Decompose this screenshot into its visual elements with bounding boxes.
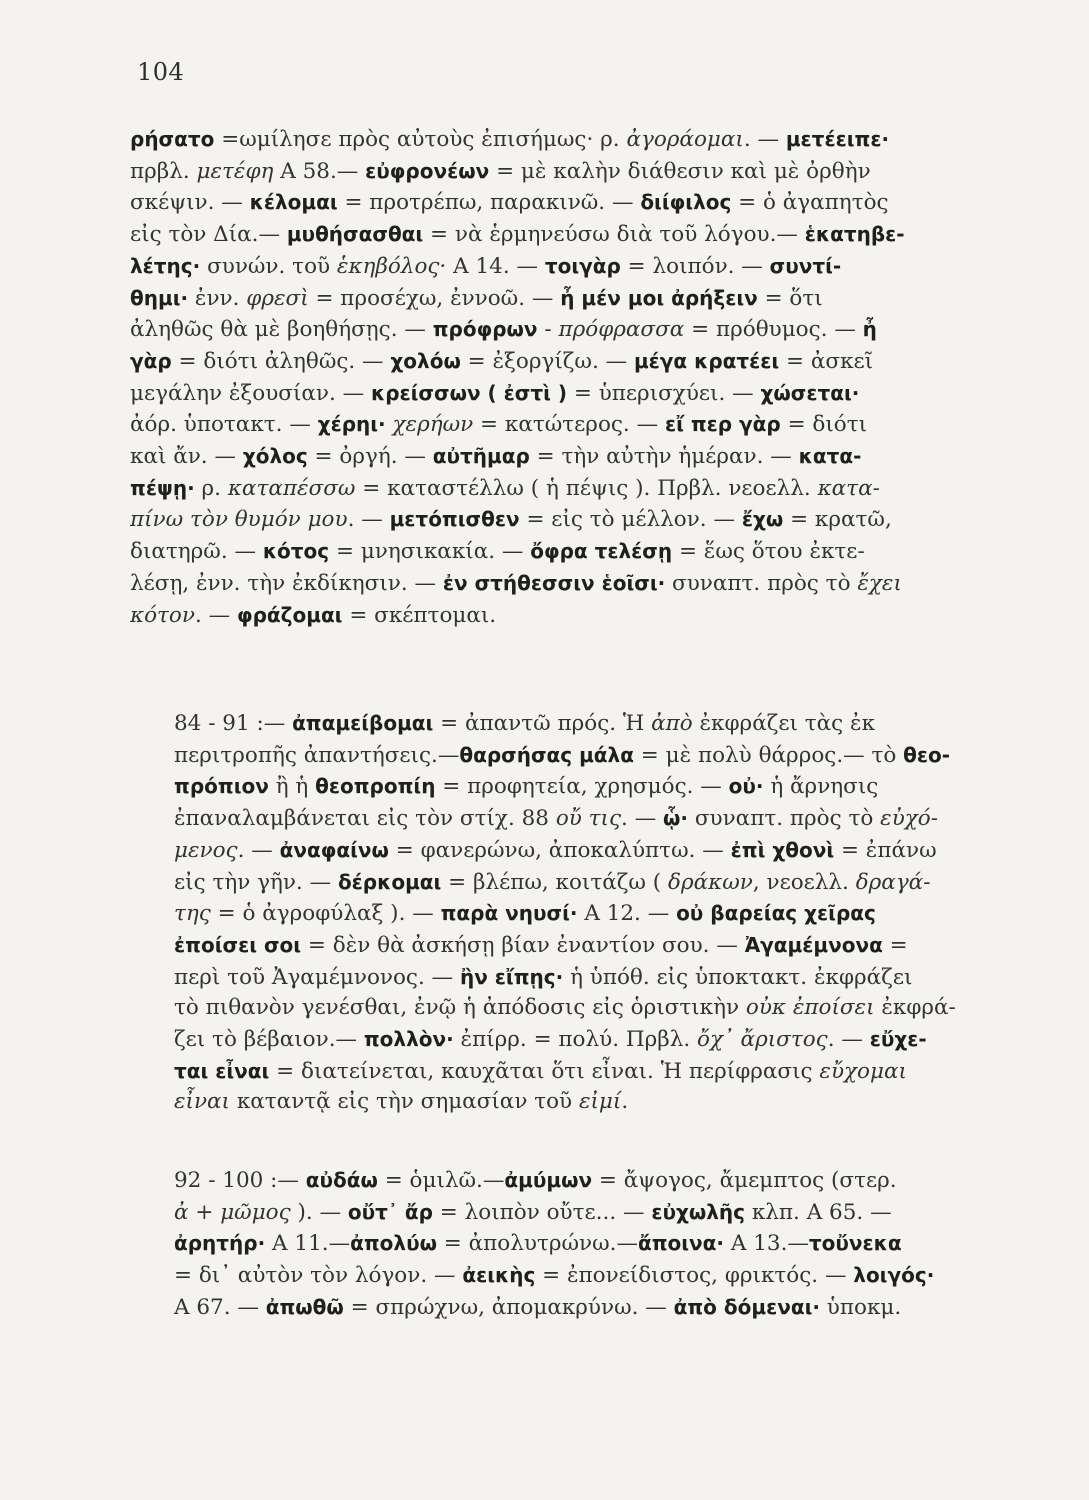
- definition-text: ἐπίρρ. = πολύ. Πρβλ.: [453, 1027, 697, 1053]
- definition-text: = ἕως ὅτου ἐκτε-: [672, 539, 865, 565]
- definition-text: Α 67. —: [174, 1294, 266, 1320]
- definition-text: Α 12. —: [577, 901, 677, 927]
- glossary-term: οὔτ᾽ ἄρ: [347, 1199, 433, 1224]
- glossary-term: γὰρ: [130, 348, 172, 373]
- definition-text: ὑποκμ.: [819, 1294, 902, 1320]
- glossary-term: ἀρητήρ·: [174, 1231, 266, 1256]
- text-line: [130, 803, 962, 835]
- definition-text: 84 - 91 :—: [174, 711, 293, 736]
- text-line: [130, 898, 962, 930]
- text-line: [130, 473, 962, 505]
- definition-text: = προφητεία, χρησμός. —: [435, 774, 729, 800]
- text-line: [130, 835, 962, 867]
- definition-text: καταντᾷ εἰς τὴν σημασίαν τοῦ: [230, 1089, 579, 1115]
- glossary-term: αὐδάω: [305, 1168, 378, 1192]
- definition-text: συναπτ. πρὸς τὸ: [665, 570, 858, 596]
- definition-text: περιτροπῆς ἀπαντήσεις.—: [174, 742, 460, 768]
- definition-text: ἀόρ. ὑποτακτ. —: [130, 412, 318, 438]
- glossary-term: ἦ μέν μοι ἀρήξειν: [560, 285, 758, 310]
- definition-text: -: [537, 317, 559, 343]
- text-line: [130, 568, 962, 600]
- definition-text: 92 - 100 :—: [174, 1168, 306, 1193]
- definition-text: κλπ. Α 65. —: [745, 1199, 892, 1225]
- glossary-term: τοὔνεκα: [808, 1231, 902, 1256]
- glossary-term: αὐτῆμαρ: [432, 444, 530, 469]
- text-line: [130, 314, 962, 346]
- definition-text: πρβλ.: [130, 158, 197, 184]
- definition-text: συνών. τοῦ: [200, 253, 337, 279]
- definition-text: = ὁ ἀγαπητὸς: [731, 190, 889, 216]
- definition-text: = νὰ ἑρμηνεύσω διὰ τοῦ λόγου.—: [423, 222, 805, 248]
- text-line: [130, 536, 962, 568]
- definition-text: = πρόθυμος. —: [684, 317, 863, 343]
- text-line: [130, 283, 962, 315]
- italic-word: της: [174, 901, 211, 927]
- definition-text: =ωμίλησε πρὸς αὐτοὺς ἐπισήμως· ρ.: [214, 127, 627, 152]
- italic-word: ἑκηβόλος·: [336, 253, 447, 279]
- italic-word: εἶναι: [174, 1089, 230, 1115]
- italic-word: ἀγοράομαι: [626, 127, 744, 152]
- text-line: [130, 1056, 962, 1088]
- glossary-term: φράζομαι: [236, 602, 343, 627]
- definition-text: = μὲ καλὴν διάθεσιν καὶ μὲ ὀρθὴν: [489, 158, 871, 184]
- definition-text: τὸ πιθανὸν γενέσθαι, ἐνῷ ἡ ἀπόδοσις εἰς ὁριστικὴν: [174, 995, 746, 1021]
- text-line: [130, 504, 962, 536]
- glossary-term: θαρσήσας μάλα: [459, 742, 634, 767]
- glossary-term: κατα-: [798, 444, 862, 469]
- glossary-term: λέτης·: [130, 253, 201, 278]
- italic-word: εἰμί: [578, 1089, 622, 1115]
- text-line: [130, 771, 962, 803]
- glossary-term: ἀμύμων: [504, 1168, 593, 1192]
- text-line: [130, 740, 962, 772]
- text-line: [130, 1260, 962, 1292]
- definition-text: = εἰς τὸ μέλλον. —: [519, 507, 742, 533]
- definition-text: . —: [621, 806, 664, 832]
- italic-word: μετέφη: [196, 158, 274, 184]
- italic-word: εὐχό-: [880, 806, 939, 832]
- definition-text: = ἄψογος, ἄμεμπτος (στερ.: [592, 1168, 897, 1193]
- glossary-term: ἀπολύω: [350, 1231, 437, 1256]
- glossary-term: ἢν εἴπῃς·: [459, 964, 564, 989]
- glossary-term: πρόφρων: [432, 317, 538, 342]
- definition-text: = ἐπάνω: [834, 837, 937, 863]
- glossary-term: κρείσσων ( ἐστὶ ): [370, 380, 568, 405]
- definition-text: [386, 412, 393, 437]
- glossary-term: διίφιλος: [640, 190, 732, 215]
- definition-text: ἐκφρά-: [874, 995, 956, 1021]
- glossary-term: ἀπαμείβομαι: [292, 711, 434, 735]
- glossary-term: χολόω: [390, 348, 461, 373]
- italic-word: ἀ + μῶμος: [174, 1199, 291, 1225]
- text-line: [130, 708, 962, 740]
- glossary-term: εὔχε-: [869, 1027, 927, 1052]
- glossary-term: πρόπιον: [174, 774, 269, 799]
- definition-text: = σκέπτομαι.: [342, 602, 497, 628]
- text-line: [130, 1087, 962, 1118]
- italic-word: δραγά-: [855, 869, 931, 895]
- definition-text: Α 13.—: [724, 1231, 809, 1257]
- text-line: [130, 867, 962, 899]
- text-line: [130, 378, 962, 410]
- definition-text: ρ.: [194, 475, 228, 501]
- italic-word: ἀπὸ: [651, 711, 693, 736]
- text-line: [130, 409, 962, 441]
- italic-word: κότον: [130, 602, 195, 628]
- definition-text: = ὁμιλῶ.—: [377, 1168, 505, 1193]
- text-line: [130, 600, 962, 632]
- text-line: [130, 251, 962, 283]
- definition-text: . —: [237, 837, 280, 863]
- text-line: [130, 219, 962, 251]
- definition-text: ἢ ἡ: [268, 774, 316, 800]
- glossary-term: ἑκατηβε-: [804, 222, 905, 247]
- definition-text: ἀληθῶς θὰ μὲ βοηθήσῃς. —: [130, 317, 433, 343]
- italic-word: οὔ τις: [555, 806, 622, 832]
- page-number: 104: [137, 58, 185, 86]
- glossary-term: λοιγός·: [853, 1263, 935, 1288]
- definition-text: ἡ ὑπόθ. εἰς ὑποκτακτ. ἐκφράζει: [563, 964, 913, 990]
- italic-word: πίνω τὸν θυμόν μου: [130, 507, 348, 533]
- definition-text: = ὀργή. —: [307, 444, 433, 470]
- paragraph-glossary-3: [130, 1165, 962, 1324]
- glossary-term: ἀεικὴς: [462, 1263, 536, 1288]
- definition-text: = φανερώνω, ἀποκαλύπτω. —: [388, 837, 731, 863]
- glossary-term: Ἀγαμέμνονα: [744, 932, 883, 957]
- definition-text: . —: [827, 1027, 870, 1053]
- definition-text: ). —: [290, 1199, 348, 1225]
- text-line: [130, 441, 962, 473]
- italic-word: μενος: [174, 837, 238, 863]
- glossary-term: χόλος: [242, 444, 308, 469]
- definition-text: = ὅτι: [757, 285, 823, 311]
- definition-text: = σπρώχνω, ἀπομακρύνω. —: [343, 1294, 674, 1320]
- definition-text: σκέψιν. —: [130, 190, 250, 216]
- glossary-term: μετόπισθεν: [389, 507, 520, 532]
- definition-text: = ἐπονείδιστος, φρικτός. —: [535, 1263, 854, 1289]
- glossary-term: ρήσατο: [130, 127, 215, 151]
- glossary-term: τοιγὰρ: [544, 253, 621, 278]
- definition-text: =: [882, 932, 908, 958]
- definition-text: = διότι: [780, 412, 868, 438]
- definition-text: Α 11.—: [265, 1231, 351, 1257]
- italic-word: πρόφρασσα: [558, 317, 685, 343]
- glossary-term: ἀπωθῶ: [265, 1294, 344, 1319]
- glossary-term: χώσεται·: [760, 380, 860, 405]
- definition-text: = λοιπόν. —: [620, 253, 770, 279]
- definition-text: = ἀπολυτρώνω.—: [436, 1231, 638, 1257]
- text-line: [130, 962, 962, 994]
- definition-text: = κατώτερος. —: [473, 412, 665, 438]
- italic-word: χερήων: [392, 412, 474, 438]
- text-line: [130, 156, 962, 188]
- definition-text: ζει τὸ βέβαιον.—: [174, 1027, 364, 1053]
- italic-word: οὐκ ἐποίσει: [745, 995, 875, 1021]
- definition-text: = διατείνεται, καυχᾶται ὅτι εἶναι. Ἡ περίφρασις: [269, 1058, 820, 1084]
- definition-text: = προτρέπω, παρακινῶ. —: [337, 190, 641, 216]
- text-line: [130, 1292, 962, 1324]
- glossary-term: θημι·: [130, 285, 189, 310]
- italic-word: ὄχ᾽ ἄριστος: [697, 1027, 828, 1053]
- glossary-term: εὐφρονέων: [365, 158, 490, 183]
- definition-text: = ὑπερισχύει. —: [567, 380, 761, 406]
- glossary-term: ᾧ·: [663, 806, 689, 831]
- italic-word: φρεσὶ: [246, 285, 309, 311]
- italic-word: κατα-: [817, 475, 880, 501]
- paragraph-glossary-1: [130, 124, 962, 631]
- glossary-term: ἔχω: [741, 507, 784, 532]
- text-line: [130, 1228, 962, 1260]
- glossary-term: θεοπροπίη: [315, 774, 436, 799]
- glossary-term: ἀναφαίνω: [279, 837, 389, 862]
- definition-text: διατηρῶ. —: [130, 539, 263, 565]
- definition-text: Α 58.—: [273, 158, 366, 184]
- definition-text: = τὴν αὐτὴν ἡμέραν. —: [529, 444, 799, 470]
- glossary-term: ἦ: [862, 317, 877, 342]
- definition-text: . —: [743, 127, 786, 152]
- definition-text: καὶ ἄν. —: [130, 444, 243, 470]
- italic-word: ἔχει: [857, 570, 902, 596]
- definition-text: = ἀπαντῶ πρός. Ἡ: [433, 711, 652, 736]
- glossary-term: ται εἶναι: [174, 1058, 270, 1083]
- glossary-term: ἐν στήθεσσιν ἑοῖσι·: [442, 570, 666, 595]
- definition-text: .: [621, 1089, 629, 1115]
- text-line: [130, 124, 962, 156]
- definition-text: = ἀσκεῖ: [779, 348, 874, 374]
- paragraph-glossary-2: [130, 708, 962, 1118]
- definition-text: Α 14. —: [446, 253, 545, 279]
- glossary-term: θεο-: [903, 742, 951, 767]
- definition-text: περὶ τοῦ Ἀγαμέμνονος. —: [174, 964, 460, 990]
- definition-text: ἐπαναλαμβάνεται εἰς τὸν στίχ. 88: [174, 806, 556, 832]
- definition-text: = ὁ ἀγροφύλαξ ). —: [210, 901, 441, 927]
- text-line: [130, 993, 962, 1024]
- italic-word: δράκων: [668, 869, 753, 895]
- glossary-term: μέγα κρατέει: [633, 348, 780, 373]
- definition-text: = μὲ πολὺ θάρρος.— τὸ: [633, 742, 904, 768]
- glossary-term: χέρηι·: [317, 412, 386, 437]
- definition-text: = μνησικακία. —: [329, 539, 531, 565]
- definition-text: = καταστέλλω ( ἡ πέψις ). Πρβλ. νεοελλ.: [355, 475, 818, 501]
- glossary-term: πέψῃ·: [130, 475, 195, 500]
- glossary-term: κέλομαι: [249, 190, 338, 215]
- text-line: [130, 1165, 962, 1197]
- definition-text: εἰς τὸν Δία.—: [130, 222, 287, 248]
- definition-text: = ἐξοργίζω. —: [460, 348, 634, 374]
- definition-text: συναπτ. πρὸς τὸ: [688, 806, 881, 832]
- glossary-term: κότος: [262, 539, 330, 564]
- glossary-term: παρὰ νηυσί·: [440, 901, 578, 926]
- glossary-term: ἀπὸ δόμεναι·: [673, 1294, 820, 1319]
- glossary-term: εὐχωλῆς: [651, 1199, 745, 1224]
- definition-text: = προσέχω, ἐννοῶ. —: [308, 285, 561, 311]
- glossary-term: δέρκομαι: [337, 869, 442, 894]
- glossary-term: συντί-: [769, 253, 842, 278]
- definition-text: ἐκφράζει τὰς ἐκ: [692, 711, 876, 736]
- definition-text: = διότι ἀληθῶς. —: [171, 348, 391, 374]
- definition-text: = δι᾽ αὐτὸν τὸν λόγον. —: [174, 1263, 463, 1289]
- glossary-term: ἐποίσει σοι: [174, 932, 302, 957]
- glossary-term: οὐ βαρείας χεῖρας: [676, 901, 876, 926]
- text-line: [130, 1197, 962, 1229]
- text-line: [130, 1024, 962, 1056]
- glossary-term: ἄποινα·: [637, 1231, 725, 1256]
- glossary-term: ἐπὶ χθονὶ: [730, 837, 835, 862]
- glossary-term: μετέειπε·: [785, 127, 890, 151]
- text-line: [130, 930, 962, 962]
- definition-text: . —: [194, 602, 237, 628]
- definition-text: = βλέπω, κοιτάζω (: [441, 869, 669, 895]
- text-line: [130, 346, 962, 378]
- definition-text: = δὲν θὰ ἀσκήσῃ βίαν ἐναντίον σου. —: [301, 932, 745, 958]
- glossary-term: πολλὸν·: [363, 1027, 454, 1052]
- definition-text: = λοιπὸν οὔτε... —: [432, 1199, 652, 1225]
- definition-text: μεγάλην ἐξουσίαν. —: [130, 380, 371, 406]
- definition-text: εἰς τὴν γῆν. —: [174, 869, 338, 895]
- definition-text: . —: [347, 507, 390, 533]
- italic-word: εὔχομαι: [819, 1058, 907, 1084]
- glossary-term: οὐ·: [728, 774, 764, 799]
- text-line: [130, 187, 962, 219]
- glossary-term: μυθήσασθαι: [286, 222, 424, 247]
- definition-text: = κρατῶ,: [783, 507, 892, 533]
- definition-text: ἡ ἄρνησις: [763, 774, 879, 800]
- glossary-term: ὄφρα τελέσῃ: [530, 539, 673, 564]
- definition-text: λέσῃ, ἐνν. τὴν ἐκδίκησιν. —: [130, 570, 443, 596]
- italic-word: καταπέσσω: [227, 475, 356, 501]
- definition-text: ἐνν.: [188, 285, 247, 311]
- definition-text: , νεοελλ.: [752, 869, 856, 895]
- glossary-term: εἴ περ γὰρ: [664, 412, 781, 437]
